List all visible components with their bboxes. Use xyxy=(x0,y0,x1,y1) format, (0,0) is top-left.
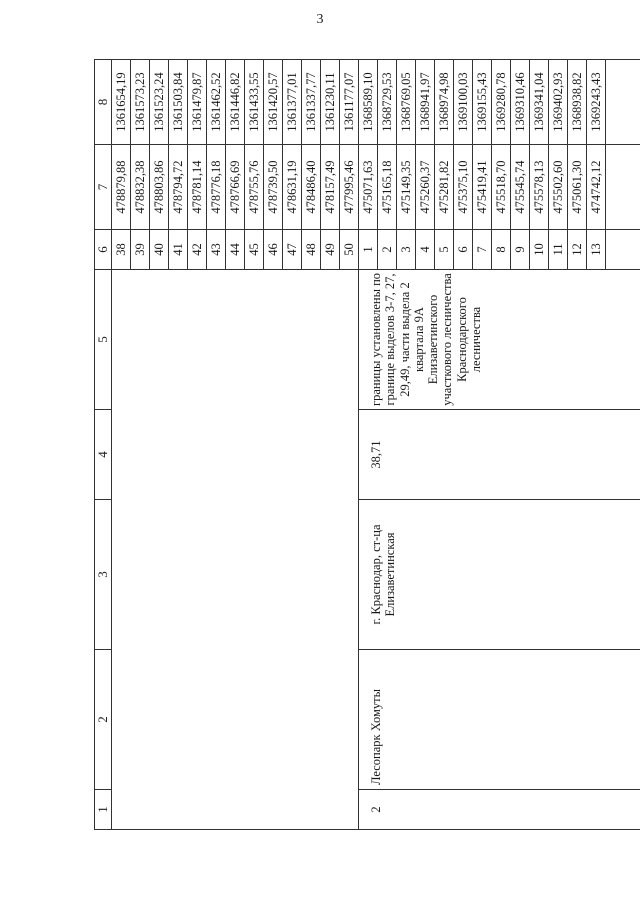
x-coordinate-cell: 478631,19 xyxy=(283,145,302,230)
y-coordinate-cell: 1368729,53 xyxy=(378,60,397,145)
y-coordinate-cell xyxy=(606,60,640,145)
x-coordinate-cell xyxy=(606,145,640,230)
point-number-cell: 11 xyxy=(549,230,568,270)
point-number-cell: 10 xyxy=(530,230,549,270)
y-coordinate-cell: 1361177,07 xyxy=(340,60,359,145)
point-number-cell: 4 xyxy=(416,230,435,270)
continuation-blank-cell xyxy=(112,270,359,830)
entry-location-cell: г. Краснодар, ст-ца Елизаветинская xyxy=(359,500,640,650)
x-coordinate-cell: 475165,18 xyxy=(378,145,397,230)
y-coordinate-cell: 1361573,23 xyxy=(131,60,150,145)
column-header: 3 xyxy=(95,500,112,650)
column-header: 4 xyxy=(95,410,112,500)
y-coordinate-cell: 1368769,05 xyxy=(397,60,416,145)
point-number-cell: 12 xyxy=(568,230,587,270)
entry-index-cell: 2 xyxy=(359,790,640,830)
x-coordinate-cell: 475545,74 xyxy=(511,145,530,230)
y-coordinate-cell: 1368974,98 xyxy=(435,60,454,145)
point-number-cell: 2 xyxy=(378,230,397,270)
column-header-row xyxy=(95,60,112,830)
point-number-cell: 41 xyxy=(169,230,188,270)
table-row xyxy=(359,60,378,830)
x-coordinate-cell: 478781,14 xyxy=(188,145,207,230)
entry-area-cell: 38,71 xyxy=(359,410,640,500)
column-header: 1 xyxy=(95,790,112,830)
x-coordinate-cell: 475149,35 xyxy=(397,145,416,230)
point-number-cell: 5 xyxy=(435,230,454,270)
point-number-cell: 9 xyxy=(511,230,530,270)
column-header: 6 xyxy=(95,230,112,270)
y-coordinate-cell: 1369243,43 xyxy=(587,60,606,145)
point-number-cell xyxy=(606,230,640,270)
y-coordinate-cell: 1368941,97 xyxy=(416,60,435,145)
y-coordinate-cell: 1369310,46 xyxy=(511,60,530,145)
y-coordinate-cell: 1368938,82 xyxy=(568,60,587,145)
point-number-cell: 13 xyxy=(587,230,606,270)
x-coordinate-cell: 475578,13 xyxy=(530,145,549,230)
point-number-cell: 3 xyxy=(397,230,416,270)
x-coordinate-cell: 478832,38 xyxy=(131,145,150,230)
x-coordinate-cell: 477995,46 xyxy=(340,145,359,230)
point-number-cell: 38 xyxy=(112,230,131,270)
y-coordinate-cell: 1369280,78 xyxy=(492,60,511,145)
point-number-cell: 46 xyxy=(264,230,283,270)
x-coordinate-cell: 475518,70 xyxy=(492,145,511,230)
x-coordinate-cell: 478766,69 xyxy=(226,145,245,230)
x-coordinate-cell: 475260,37 xyxy=(416,145,435,230)
y-coordinate-cell: 1361420,57 xyxy=(264,60,283,145)
y-coordinate-cell: 1361462,52 xyxy=(207,60,226,145)
x-coordinate-cell: 475375,10 xyxy=(454,145,473,230)
point-number-cell: 45 xyxy=(245,230,264,270)
x-coordinate-cell: 478794,72 xyxy=(169,145,188,230)
entry-description-cell: границы установлены по границе выделов 3-7, 27, 29,49, части выдела 2 квартала 9А Елизаветинского участкового лесничества Краснодарского лесничества xyxy=(359,270,640,410)
coordinates-table xyxy=(94,59,640,830)
point-number-cell: 49 xyxy=(321,230,340,270)
point-number-cell: 50 xyxy=(340,230,359,270)
point-number-cell: 44 xyxy=(226,230,245,270)
x-coordinate-cell: 475061,30 xyxy=(568,145,587,230)
column-header: 5 xyxy=(95,270,112,410)
x-coordinate-cell: 474742,12 xyxy=(587,145,606,230)
x-coordinate-cell: 475502,60 xyxy=(549,145,568,230)
point-number-cell: 42 xyxy=(188,230,207,270)
y-coordinate-cell: 1361433,55 xyxy=(245,60,264,145)
page-number: 3 xyxy=(316,12,324,27)
y-coordinate-cell: 1361479,87 xyxy=(188,60,207,145)
y-coordinate-cell: 1361446,82 xyxy=(226,60,245,145)
table-row xyxy=(112,60,131,830)
point-number-cell: 1 xyxy=(359,230,378,270)
column-header: 8 xyxy=(95,60,112,145)
y-coordinate-cell: 1369402,93 xyxy=(549,60,568,145)
point-number-cell: 7 xyxy=(473,230,492,270)
point-number-cell: 47 xyxy=(283,230,302,270)
x-coordinate-cell: 475071,63 xyxy=(359,145,378,230)
point-number-cell: 40 xyxy=(150,230,169,270)
x-coordinate-cell: 478486,40 xyxy=(302,145,321,230)
x-coordinate-cell: 475419,41 xyxy=(473,145,492,230)
y-coordinate-cell: 1361654,19 xyxy=(112,60,131,145)
y-coordinate-cell: 1369155,43 xyxy=(473,60,492,145)
y-coordinate-cell: 1361337,77 xyxy=(302,60,321,145)
point-number-cell: 48 xyxy=(302,230,321,270)
column-header: 2 xyxy=(95,650,112,790)
y-coordinate-cell: 1361523,24 xyxy=(150,60,169,145)
x-coordinate-cell: 478803,86 xyxy=(150,145,169,230)
y-coordinate-cell: 1368589,10 xyxy=(359,60,378,145)
y-coordinate-cell: 1369341,04 xyxy=(530,60,549,145)
table-body xyxy=(112,60,640,830)
x-coordinate-cell: 478879,88 xyxy=(112,145,131,230)
y-coordinate-cell: 1369100,03 xyxy=(454,60,473,145)
y-coordinate-cell: 1361230,11 xyxy=(321,60,340,145)
x-coordinate-cell: 478739,50 xyxy=(264,145,283,230)
point-number-cell: 8 xyxy=(492,230,511,270)
y-coordinate-cell: 1361377,01 xyxy=(283,60,302,145)
point-number-cell: 43 xyxy=(207,230,226,270)
x-coordinate-cell: 478755,76 xyxy=(245,145,264,230)
rotated-table-container xyxy=(94,60,627,830)
x-coordinate-cell: 478776,18 xyxy=(207,145,226,230)
entry-name-cell: Лесопарк Хомуты xyxy=(359,650,640,790)
y-coordinate-cell: 1361503,84 xyxy=(169,60,188,145)
point-number-cell: 6 xyxy=(454,230,473,270)
point-number-cell: 39 xyxy=(131,230,150,270)
x-coordinate-cell: 478157,49 xyxy=(321,145,340,230)
column-header: 7 xyxy=(95,145,112,230)
x-coordinate-cell: 475281,82 xyxy=(435,145,454,230)
